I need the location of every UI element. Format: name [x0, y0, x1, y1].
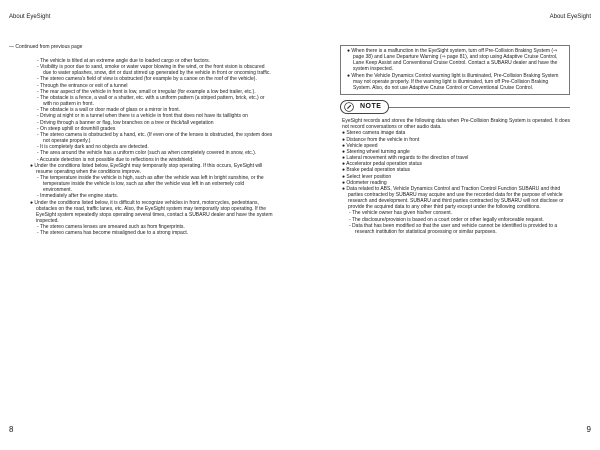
list-item: ● Brake pedal operation status: [342, 167, 411, 174]
list-item: ● Accelerator pedal operation status: [342, 161, 423, 168]
note-badge: [340, 100, 389, 114]
list-item: - Through the entrance or exit of a tunnel: [37, 82, 128, 89]
bullet-difficult-recognition: ● Under the conditions listed below, it is difficult to recognize vehicles in front, motorcycles, pedestrians, obstacles on the road, traffic lanes, etc. Also, the EyeSight system may temporarily stop operating. If the EyeSight system repeatedly stops operating several times, contact a SUBARU dealer and have the system inspected.: [30, 199, 273, 225]
list-item: - The vehicle owner has given his/her consent.: [349, 210, 453, 217]
list-item: - The area around the vehicle has a uniform color (such as when completely covered in snow, etc.).: [37, 150, 257, 157]
continued-marker: — Continued from previous page: [9, 44, 83, 50]
list-item: - Accurate detection is not possible due to reflections in the windshield.: [37, 156, 194, 163]
list-item: - The rear aspect of the vehicle in front is low, small or irregular (for example a low bed trailer, etc.).: [37, 88, 256, 95]
list-item: - Driving at night or in a tunnel when there is a vehicle in front that does not have its taillights on: [37, 113, 248, 120]
list-item: - The obstacle is a wall or door made of glass or a mirror in front.: [37, 107, 181, 114]
left-column: [30, 58, 274, 237]
note-heading: [340, 100, 570, 114]
list-item: - It is completely dark and no objects are detected.: [37, 144, 149, 151]
list-item: - The obstacle is a fence, a wall or a shutter, etc. with a uniform pattern (a striped pattern, brick, etc.) or with no pattern in front.: [37, 94, 265, 108]
list-item: - Visibility is poor due to sand, smoke or water vapor blowing in the wind, or the front vision is obscured due to water splashes, snow, dirt or dust stirred up generated by the vehicle in front or oncoming traffic.: [37, 64, 271, 77]
list-item: - Immediately after the engine starts.: [37, 193, 119, 200]
list-item: - The vehicle is tilted at an extreme angle due to loaded cargo or other factors.: [37, 58, 211, 64]
data-related-paragraph: ● Data related to ABS, Vehicle Dynamics Control and Traction Control Function SUBARU and third parties contracted by SUBARU may acquire and use the recorded data for the purpose of vehicle research and development. SUBARU and third parties contracted by SUBARU will not disclose or provide the acquired data to any other third party except under the following conditions.: [342, 185, 564, 211]
list-item: - Data that has been modified so that the user and vehicle cannot be identified is provided to a research institution for statistical processing or similar purposes.: [349, 222, 558, 235]
page-header-left: About EyeSight: [9, 14, 51, 20]
conditions-list-1: [30, 58, 274, 163]
note-divider: [389, 107, 570, 108]
list-item: ● Lateral movement with regards to the direction of travel: [342, 155, 469, 162]
conditions-list-2: [30, 175, 274, 200]
list-item: ● Steering wheel turning angle: [342, 148, 410, 155]
caution-bullet-malfunction: ● When there is a malfunction in the EyeSight system, turn off Pre-Collision Braking System (⇒ page 38) and Lane Departure Warning (⇒ page 81), and stop using Adaptive Cruise Control, Lane Keep Assist and Conventional Cruise Control. Contact a SUBARU dealer and have the system inspected.: [347, 48, 558, 73]
list-item: ● Odometer reading: [342, 179, 387, 186]
right-column: [340, 45, 570, 235]
recorded-data-list: [342, 130, 570, 185]
note-title: NOTE: [360, 103, 382, 111]
page-number-left: 8: [9, 425, 14, 434]
disclosure-conditions-list: [342, 210, 570, 235]
list-item: - The stereo camera has become misaligned due to a strong impact.: [37, 230, 189, 237]
note-body: [340, 118, 570, 235]
caution-box: [340, 45, 570, 95]
list-item: ● Stereo camera image data: [342, 130, 406, 137]
list-item: - The temperature inside the vehicle is high, such as after the vehicle was left in bright sunshine, or the temperature inside the vehicle is low, such as after the vehicle was left in an extremely cold environment.: [37, 174, 264, 194]
list-item: - The stereo camera lenses are smeared such as from fingerprints.: [37, 224, 185, 231]
note-pencil-icon: [344, 102, 354, 112]
page-header-right: About EyeSight: [549, 14, 591, 20]
page-number-right: 9: [586, 425, 591, 434]
list-item: - The disclosure/provision is based on a court order or other legally enforceable request.: [349, 216, 544, 223]
list-item: ● Vehicle speed: [342, 142, 378, 149]
conditions-list-3: [30, 224, 274, 236]
note-intro: EyeSight records and stores the following data when Pre-Collision Braking System is operated. It does not record conversations or other audio data.: [342, 118, 570, 131]
list-item: - The stereo camera is obstructed by a hand, etc. (If even one of the lenses is obstructed, the system does not operate properly.): [37, 131, 273, 145]
list-item: ● Distance from the vehicle in front: [342, 136, 420, 143]
list-item: - On steep uphill or downhill grades: [37, 125, 116, 132]
list-item: - The stereo camera's field of view is obstructed (for example by a canoe on the roof of the vehicle).: [37, 76, 257, 83]
list-item: - Driving through a banner or flag, low branches on a tree or thick/tall vegetation: [37, 119, 214, 126]
caution-bullet-vdc-light: ● When the Vehicle Dynamics Control warning light is illuminated, Pre-Collision Braking System may not operate properly. If the warning light is illuminated, turn off Pre-Collision Braking System. Also, do not use Adaptive Cruise Control or Conventional Cruise Control.: [347, 72, 559, 91]
bullet-temporary-stop: ● Under the conditions listed below, EyeSight may temporarily stop operating. If this occurs, EyeSight will resume operating when the conditions improve.: [30, 162, 263, 175]
list-item: ● Select lever position: [342, 173, 392, 180]
